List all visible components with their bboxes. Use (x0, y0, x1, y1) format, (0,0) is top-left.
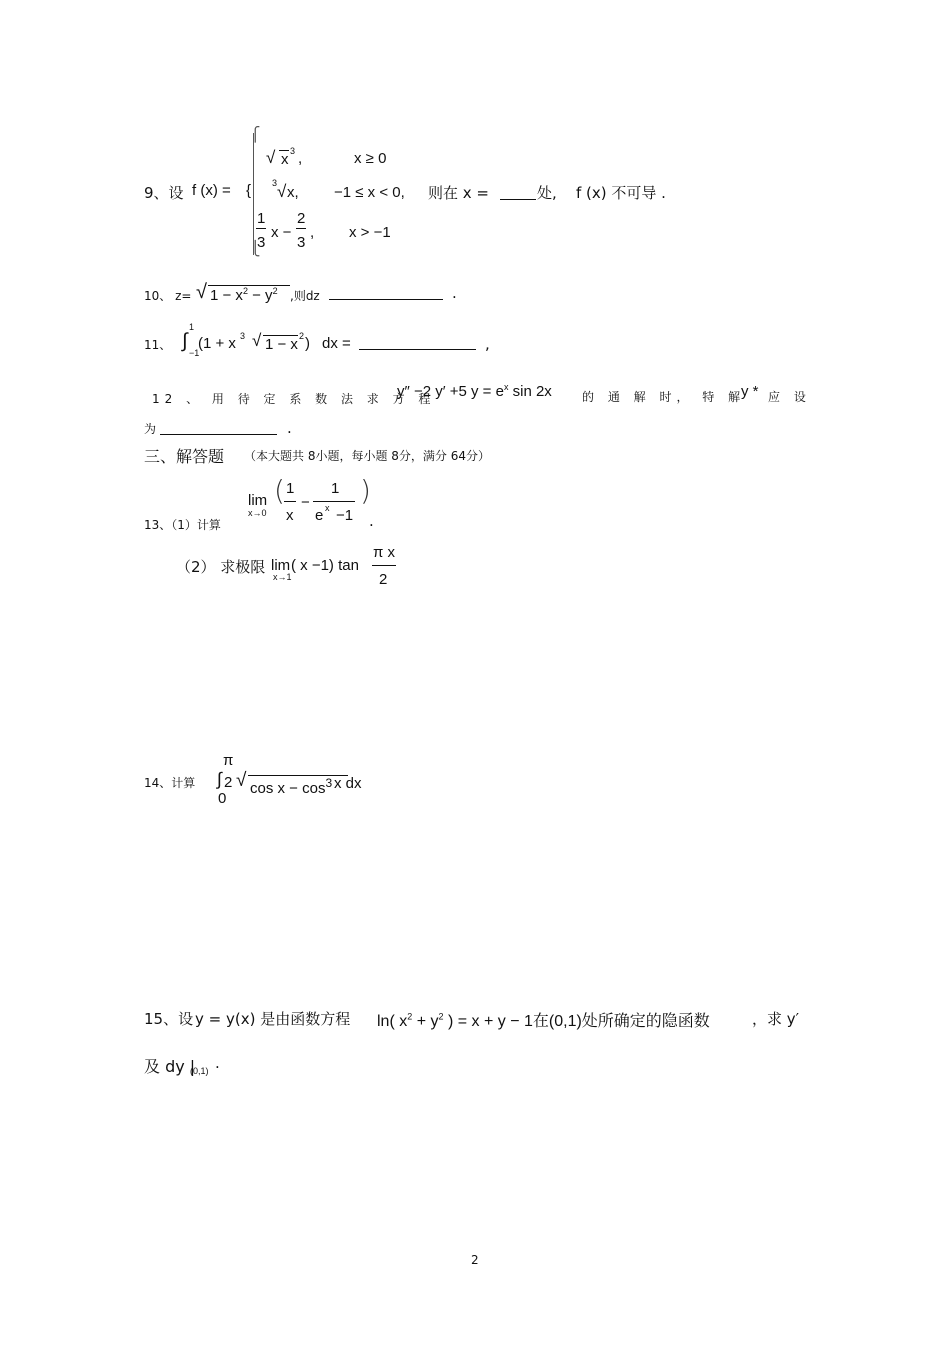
brace-top: ⎧ (250, 126, 261, 142)
q9-case2-expr: x, (287, 184, 299, 201)
brace-bottom: ⎩ (250, 240, 261, 256)
integral-sign: ∫ (182, 330, 188, 352)
answer-blank (160, 420, 277, 435)
q9-number: 9、设 (144, 184, 184, 202)
q15-equation: ln( $x^2 + y^2$ ) = x + y − 1在(0,1)处所确定的隐函数 (377, 1011, 710, 1030)
q10-radicand: $1 - x^2 - y^2$ (208, 285, 290, 304)
q15-eq1: y = y(x) 是由函数方程 (195, 1010, 351, 1028)
q9-lhs: f (x) = (192, 182, 231, 199)
q9-case1-cond: x ≥ 0 (354, 150, 387, 167)
answer-blank (359, 335, 476, 350)
q9-case3-cond: x > −1 (349, 224, 391, 241)
q14-radicand: $\cos x - \cos^3$ (248, 775, 348, 797)
piecewise-brace (253, 133, 254, 255)
page-number: 2 (471, 1253, 479, 1267)
q9-case1-expr: x (281, 151, 289, 168)
sqrt-sign: √ (266, 148, 276, 167)
q9-case2-cond: −1 ≤ x < 0, (334, 184, 405, 201)
answer-blank (500, 185, 536, 200)
q10-lead: 10、 z= (144, 289, 192, 303)
section-note: （本大题共 8小题，每小题 8分，满分 64分） (244, 449, 490, 463)
answer-blank (329, 285, 443, 300)
q13-part2-lead: （2） 求极限 (176, 558, 266, 576)
q12-equation: y″ −2 y′ +5 $y = e^x$ sin 2x (397, 382, 552, 400)
section-title: 三、解答题 (144, 447, 225, 466)
integral-sign: ∫ (217, 769, 222, 789)
